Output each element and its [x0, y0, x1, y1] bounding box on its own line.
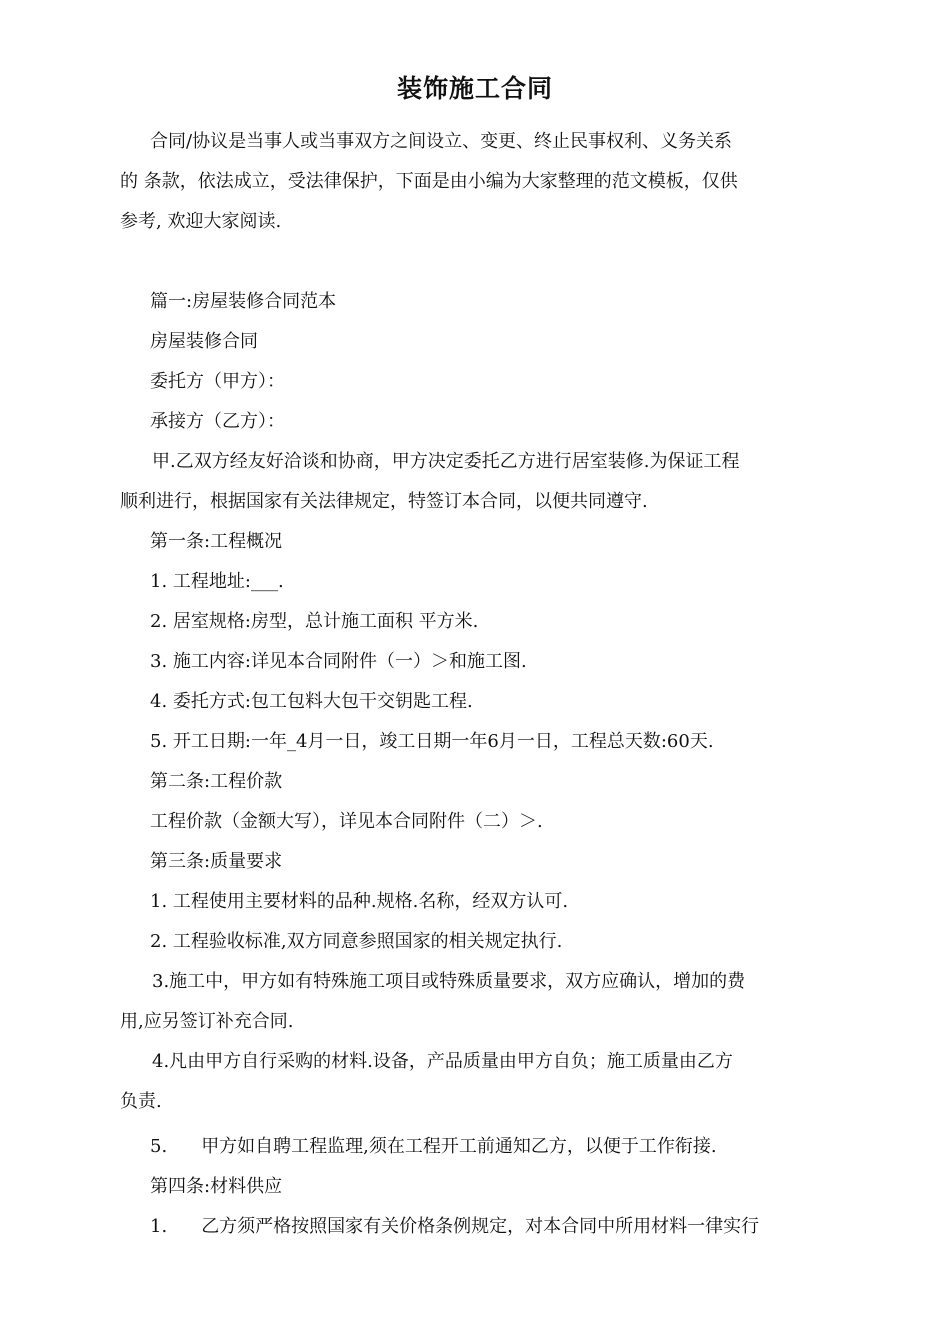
- article-1-item-3: 3. 施工内容:详见本合同附件（一）＞和施工图.: [150, 651, 527, 672]
- article-4-heading: 第四条:材料供应: [150, 1176, 283, 1197]
- article-3-item-4-line-1: 4.凡由甲方自行采购的材料.设备，产品质量由甲方自负；施工质量由乙方: [152, 1051, 733, 1072]
- article-1-item-4: 4. 委托方式:包工包料大包干交钥匙工程.: [150, 691, 473, 712]
- preamble-line-2: 顺利进行，根据国家有关法律规定，特签订本合同，以便共同遵守.: [120, 491, 648, 512]
- article-3-item-5-number: 5.: [150, 1136, 168, 1157]
- intro-paragraph: [120, 122, 832, 242]
- article-3-item-3-line-2: 用,应另签订补充合同.: [120, 1011, 294, 1032]
- document-title: 装饰施工合同: [396, 74, 553, 103]
- article-2-heading: 第二条:工程价款: [150, 771, 283, 792]
- article-3-item-1: 1. 工程使用主要材料的品种.规格.名称，经双方认可.: [150, 891, 569, 912]
- article-2-text: 工程价款（金额大写），详见本合同附件（二）＞.: [150, 811, 543, 832]
- article-3-item-3-line-1: 3.施工中，甲方如有特殊施工项目或特殊质量要求，双方应确认，增加的费: [152, 971, 746, 992]
- article-3-item-4-line-2: 负责.: [120, 1091, 162, 1112]
- party-a-line: 委托方（甲方）：: [150, 371, 285, 392]
- article-1-item-2: 2. 居室规格:房型，总计施工面积 平方米.: [150, 611, 479, 632]
- article-1-item-5: 5. 开工日期:一年_4月一日，竣工日期一年6月一日，工程总天数:60天.: [150, 731, 714, 752]
- article-4-item-1-text: 乙方须严格按照国家有关价格条例规定，对本合同中所用材料一律实行: [201, 1216, 760, 1237]
- preamble-line-1: 甲.乙双方经友好洽谈和协商，甲方决定委托乙方进行居室装修.为保证工程: [152, 451, 740, 472]
- article-4-item-1-number: 1.: [150, 1216, 168, 1237]
- chapter-heading: 篇一:房屋装修合同范本: [150, 291, 337, 312]
- article-3-item-5-text: 甲方如自聘工程监理,须在工程开工前通知乙方，以便于工作衔接.: [201, 1136, 717, 1157]
- article-3-item-2: 2. 工程验收标准,双方同意参照国家的相关规定执行.: [150, 931, 563, 952]
- article-3-item-5: [120, 1127, 862, 1167]
- contract-name: 房屋装修合同: [150, 331, 258, 352]
- article-4-item-1: [120, 1207, 862, 1247]
- intro-line-2: 的 条款，依法成立，受法律保护，下面是由小编为大家整理的范文模板，仅供: [120, 171, 738, 192]
- article-1-heading: 第一条:工程概况: [150, 531, 283, 552]
- article-3-heading: 第三条:质量要求: [150, 851, 283, 872]
- intro-line-3: 参考, 欢迎大家阅读.: [120, 211, 282, 232]
- article-1-item-1: 1. 工程地址:___.: [150, 571, 284, 592]
- intro-line-1: 合同/协议是当事人或当事双方之间设立、变更、终止民事权利、义务关系: [150, 131, 733, 152]
- party-b-line: 承接方（乙方）：: [150, 411, 285, 432]
